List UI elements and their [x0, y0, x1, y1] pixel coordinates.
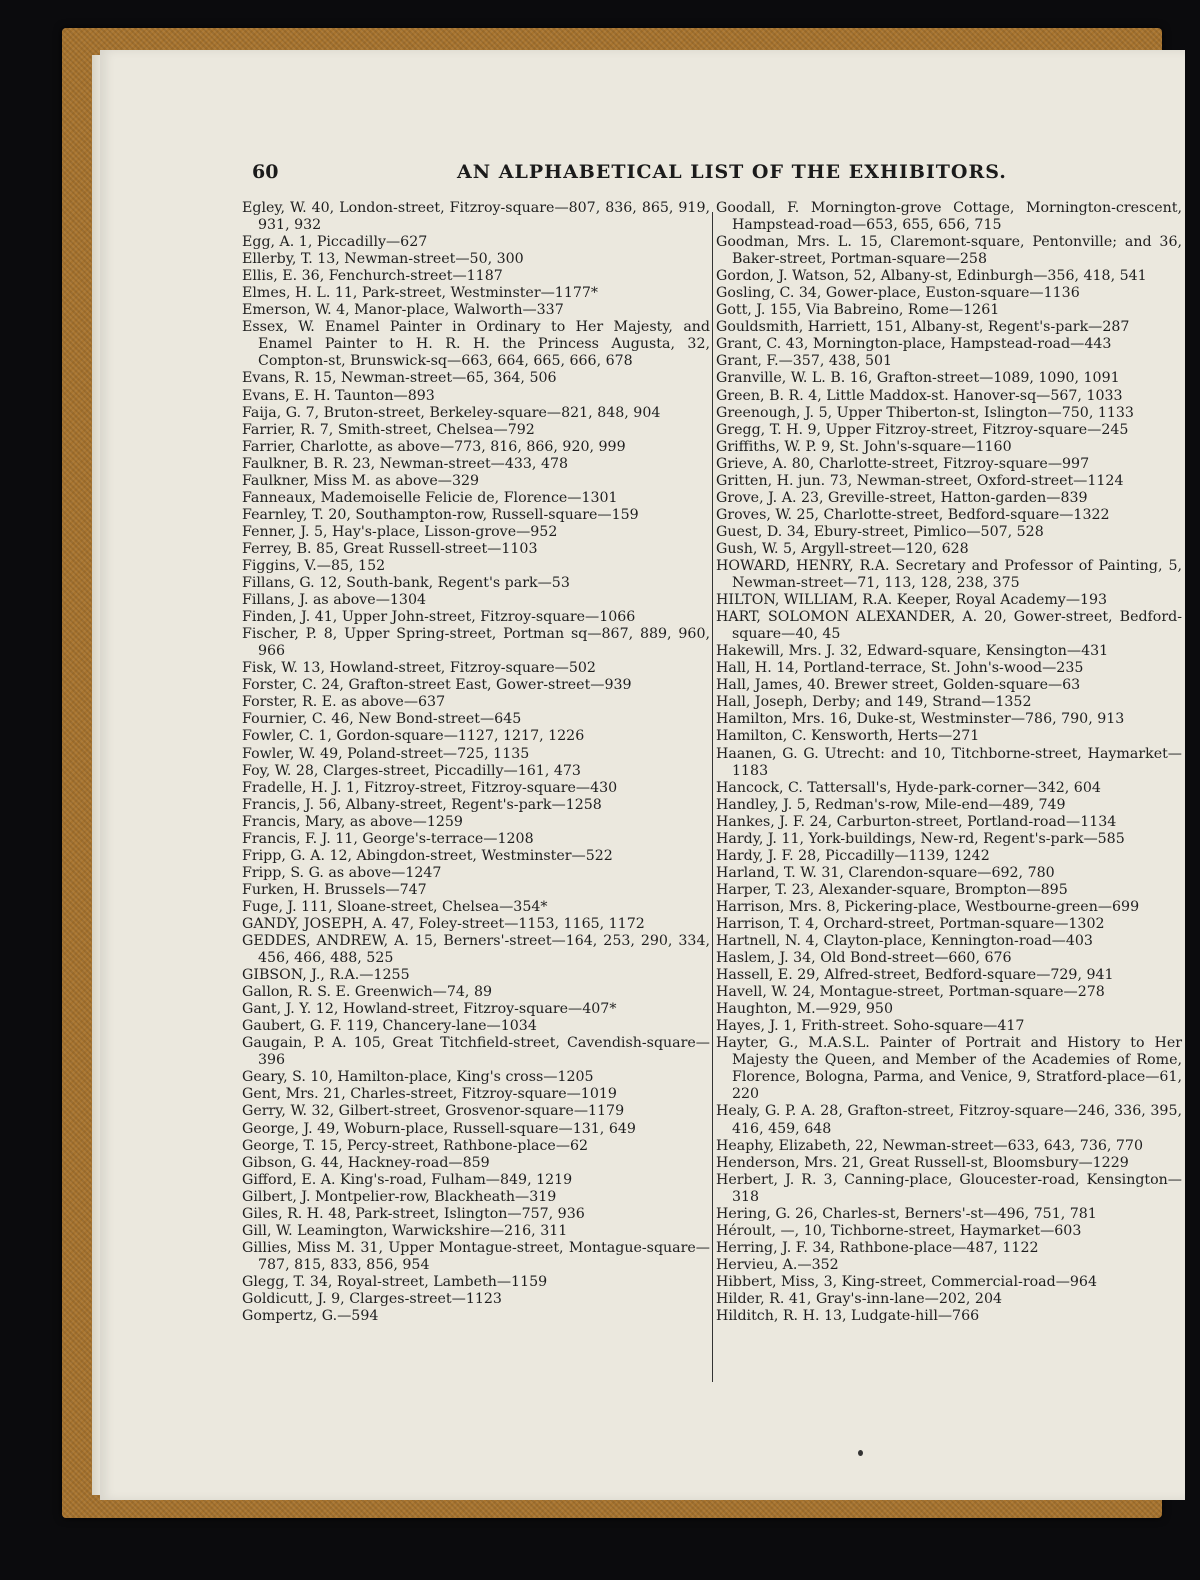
- exhibitor-entry: Hibbert, Miss, 3, King-street, Commercial-road—964: [716, 1273, 1097, 1290]
- exhibitor-entry: Egg, A. 1, Piccadilly—627: [242, 234, 428, 251]
- exhibitor-entry: GEDDES, ANDREW, A. 15, Berners'-street—164, 253, 290, 334, 456, 466, 488, 525: [242, 933, 710, 967]
- exhibitor-entry: Herbert, J. R. 3, Canning-place, Gloucester-road, Kensington—318: [716, 1171, 1182, 1205]
- exhibitor-entry: George, J. 49, Woburn-place, Russell-square—131, 649: [242, 1120, 636, 1137]
- exhibitor-entry: Herring, J. F. 34, Rathbone-place—487, 1122: [716, 1239, 1039, 1256]
- exhibitor-entry: Farrier, Charlotte, as above—773, 816, 866, 920, 999: [242, 438, 626, 455]
- exhibitor-entry: Hakewill, Mrs. J. 32, Edward-square, Kensington—431: [716, 643, 1109, 660]
- exhibitor-entry: Gompertz, G.—594: [242, 1308, 379, 1325]
- exhibitor-entry: Figgins, V.—85, 152: [242, 557, 386, 574]
- exhibitor-entry: Ellerby, T. 13, Newman-street—50, 300: [242, 251, 524, 268]
- exhibitor-entry: Hassell, E. 29, Alfred-street, Bedford-square—729, 941: [716, 967, 1114, 984]
- exhibitor-entry: GANDY, JOSEPH, A. 47, Foley-street—1153, 1165, 1172: [242, 915, 645, 932]
- exhibitor-entry: Faulkner, B. R. 23, Newman-street—433, 478: [242, 455, 569, 472]
- exhibitor-entry: Ferrey, B. 85, Great Russell-street—1103: [242, 540, 538, 557]
- exhibitor-entry: Havell, W. 24, Montague-street, Portman-square—278: [716, 984, 1105, 1001]
- exhibitor-entry: Guest, D. 34, Ebury-street, Pimlico—507, 528: [716, 523, 1044, 540]
- exhibitor-entry: Forster, C. 24, Grafton-street East, Gower-street—939: [242, 677, 632, 694]
- running-title: AN ALPHABETICAL LIST OF THE EXHIBITORS.: [457, 161, 1007, 183]
- exhibitor-entry: Grove, J. A. 23, Greville-street, Hatton-garden—839: [716, 489, 1088, 506]
- exhibitor-entry: Gaugain, P. A. 105, Great Titchfield-street, Cavendish-square—396: [242, 1035, 710, 1069]
- exhibitor-entry: Granville, W. L. B. 16, Grafton-street—1089, 1090, 1091: [716, 370, 1120, 387]
- exhibitor-entry: Gifford, E. A. King's-road, Fulham—849, 1219: [242, 1171, 573, 1188]
- exhibitor-entry: Green, B. R. 4, Little Maddox-st. Hanover-sq—567, 1033: [716, 387, 1123, 404]
- exhibitor-entry: Gott, J. 155, Via Babreino, Rome—1261: [716, 302, 1000, 319]
- exhibitor-entry: Finden, J. 41, Upper John-street, Fitzroy-square—1066: [242, 609, 636, 626]
- exhibitor-entry: Fenner, J. 5, Hay's-place, Lisson-grove—952: [242, 523, 558, 540]
- exhibitor-entry: Groves, W. 25, Charlotte-street, Bedford-square—1322: [716, 506, 1110, 523]
- exhibitor-entry: Fowler, C. 1, Gordon-square—1127, 1217, 1226: [242, 728, 585, 745]
- exhibitor-entry: Grant, F.—357, 438, 501: [716, 353, 893, 370]
- exhibitor-entry: Francis, J. 56, Albany-street, Regent's-park—1258: [242, 796, 602, 813]
- exhibitor-entry: Farrier, R. 7, Smith-street, Chelsea—792: [242, 421, 535, 438]
- exhibitor-entry: Fripp, G. A. 12, Abingdon-street, Westminster—522: [242, 847, 613, 864]
- exhibitor-entry: Furken, H. Brussels—747: [242, 881, 427, 898]
- exhibitor-entry: Francis, F. J. 11, George's-terrace—1208: [242, 830, 534, 847]
- exhibitor-entry: HOWARD, HENRY, R.A. Secretary and Professor of Painting, 5, Newman-street—71, 113, 128, 238, 375: [716, 557, 1182, 592]
- exhibitor-entry: Gerry, W. 32, Gilbert-street, Grosvenor-square—1179: [242, 1103, 625, 1120]
- exhibitor-entry: Hall, Joseph, Derby; and 149, Strand—1352: [716, 694, 1032, 711]
- exhibitor-entry: Fearnley, T. 20, Southampton-row, Russell-square—159: [242, 506, 639, 523]
- right-column: [716, 200, 1182, 1325]
- exhibitor-entry: Foy, W. 28, Clarges-street, Piccadilly—161, 473: [242, 762, 581, 779]
- exhibitor-entry: Goodall, F. Mornington-grove Cottage, Mornington-crescent, Hampstead-road—653, 655, 656, 715: [716, 200, 1182, 234]
- exhibitor-entry: Geary, S. 10, Hamilton-place, King's cross—1205: [242, 1069, 594, 1086]
- ink-dot: [858, 1450, 863, 1456]
- exhibitor-entry: Fillans, G. 12, South-bank, Regent's park—53: [242, 575, 570, 592]
- exhibitor-entry: Gant, J. Y. 12, Howland-street, Fitzroy-square—407*: [242, 1001, 617, 1018]
- exhibitor-entry: HART, SOLOMON ALEXANDER, A. 20, Gower-street, Bedford-square—40, 45: [716, 609, 1182, 643]
- exhibitor-entry: Francis, Mary, as above—1259: [242, 813, 463, 830]
- left-column: [242, 200, 710, 1325]
- exhibitor-entry: Gaubert, G. F. 119, Chancery-lane—1034: [242, 1018, 537, 1035]
- exhibitor-entry: Haughton, M.—929, 950: [716, 1001, 893, 1018]
- exhibitor-entry: Gallon, R. S. E. Greenwich—74, 89: [242, 984, 492, 1001]
- exhibitor-entry: Fradelle, H. J. 1, Fitzroy-street, Fitzroy-square—430: [242, 779, 618, 796]
- exhibitor-entry: Harrison, Mrs. 8, Pickering-place, Westbourne-green—699: [716, 898, 1140, 915]
- exhibitor-entry: Hartnell, N. 4, Clayton-place, Kennington-road—403: [716, 933, 1093, 950]
- exhibitor-entry: Gent, Mrs. 21, Charles-street, Fitzroy-square—1019: [242, 1086, 617, 1103]
- exhibitor-entry: Faulkner, Miss M. as above—329: [242, 472, 480, 489]
- exhibitor-entry: Fournier, C. 46, New Bond-street—645: [242, 711, 522, 728]
- exhibitor-entry: Evans, E. H. Taunton—893: [242, 387, 435, 404]
- exhibitor-entry: Gordon, J. Watson, 52, Albany-st, Edinburgh—356, 418, 541: [716, 268, 1147, 285]
- exhibitor-entry: Fripp, S. G. as above—1247: [242, 864, 442, 881]
- exhibitor-entry: Emerson, W. 4, Manor-place, Walworth—337: [242, 302, 564, 319]
- page-number: 60: [252, 161, 279, 183]
- exhibitor-entry: Evans, R. 15, Newman-street—65, 364, 506: [242, 370, 557, 387]
- exhibitor-entry: Hilder, R. 41, Gray's-inn-lane—202, 204: [716, 1291, 1003, 1307]
- exhibitor-entry: Haanen, G. G. Utrecht: and 10, Titchborne-street, Haymarket—1183: [716, 745, 1182, 779]
- exhibitor-entry: Goodman, Mrs. L. 15, Claremont-square, Pentonville; and 36, Baker-street, Portman-square—258: [716, 234, 1182, 268]
- column-divider: [712, 212, 713, 1382]
- exhibitor-entry: Hayter, G., M.A.S.L. Painter of Portrait and History to Her Majesty the Queen, and Member of the Academies of Rome, Florence, Bologna, Parma, and Venice, 9, Stratford-place—61, 220: [716, 1035, 1182, 1103]
- exhibitor-entry: Gilbert, J. Montpelier-row, Blackheath—319: [242, 1188, 557, 1205]
- exhibitor-entry: HILTON, WILLIAM, R.A. Keeper, Royal Academy—193: [716, 592, 1108, 609]
- exhibitor-entry: Grieve, A. 80, Charlotte-street, Fitzroy-square—997: [716, 455, 1090, 472]
- exhibitor-entry: Forster, R. E. as above—637: [242, 694, 446, 711]
- exhibitor-entry: Harland, T. W. 31, Clarendon-square—692, 780: [716, 864, 1055, 881]
- exhibitor-entry: Gregg, T. H. 9, Upper Fitzroy-street, Fitzroy-square—245: [716, 421, 1129, 438]
- exhibitor-entry: Ellis, E. 36, Fenchurch-street—1187: [242, 268, 503, 285]
- exhibitor-entry: Fillans, J. as above—1304: [242, 592, 426, 609]
- exhibitor-entry: Hamilton, Mrs. 16, Duke-st, Westminster—786, 790, 913: [716, 711, 1125, 728]
- exhibitor-entry: Glegg, T. 34, Royal-street, Lambeth—1159: [242, 1273, 548, 1290]
- exhibitor-entry: Faija, G. 7, Bruton-street, Berkeley-square—821, 848, 904: [242, 404, 661, 421]
- exhibitor-entry: Fischer, P. 8, Upper Spring-street, Portman sq—867, 889, 960, 966: [242, 626, 710, 660]
- exhibitor-entry: Elmes, H. L. 11, Park-street, Westminster—1177*: [242, 285, 598, 302]
- exhibitor-entry: George, T. 15, Percy-street, Rathbone-place—62: [242, 1137, 589, 1154]
- exhibitor-entry: GIBSON, J., R.A.—1255: [242, 967, 410, 984]
- exhibitor-entry: Hilditch, R. H. 13, Ludgate-hill—766: [716, 1308, 980, 1325]
- exhibitor-entry: Hancock, C. Tattersall's, Hyde-park-corner—342, 604: [716, 779, 1101, 796]
- exhibitor-entry: Fowler, W. 49, Poland-street—725, 1135: [242, 745, 530, 762]
- exhibitor-entry: Haslem, J. 34, Old Bond-street—660, 676: [716, 950, 1012, 967]
- exhibitor-entry: Gritten, H. jun. 73, Newman-street, Oxford-street—1124: [716, 472, 1124, 489]
- exhibitor-entry: Henderson, Mrs. 21, Great Russell-st, Bloomsbury—1229: [716, 1154, 1129, 1171]
- exhibitor-entry: Hayes, J. 1, Frith-street. Soho-square—417: [716, 1018, 1025, 1035]
- exhibitor-entry: Handley, J. 5, Redman's-row, Mile-end—489, 749: [716, 796, 1066, 813]
- exhibitor-entry: Healy, G. P. A. 28, Grafton-street, Fitzroy-square—246, 336, 395, 416, 459, 648: [716, 1103, 1182, 1137]
- exhibitor-entry: Giles, R. H. 48, Park-street, Islington—757, 936: [242, 1205, 585, 1222]
- exhibitor-entry: Griffiths, W. P. 9, St. John's-square—1160: [716, 438, 1012, 455]
- exhibitor-entry: Fanneaux, Mademoiselle Felicie de, Florence—1301: [242, 489, 618, 506]
- exhibitor-entry: Hall, H. 14, Portland-terrace, St. John's-wood—235: [716, 660, 1084, 677]
- exhibitor-entry: Fisk, W. 13, Howland-street, Fitzroy-square—502: [242, 660, 596, 677]
- exhibitor-entry: Gill, W. Leamington, Warwickshire—216, 311: [242, 1222, 568, 1239]
- exhibitor-entry: Essex, W. Enamel Painter in Ordinary to Her Majesty, and Enamel Painter to H. R. H. the Princess Augusta, 32, Compton-st, Brunswick-sq—663, 664, 665, 666, 678: [242, 319, 710, 370]
- exhibitor-entry: Egley, W. 40, London-street, Fitzroy-square—807, 836, 865, 919, 931, 932: [242, 200, 710, 234]
- exhibitor-entry: Héroult, —, 10, Tichborne-street, Haymarket—603: [716, 1222, 1082, 1239]
- exhibitor-entry: Fuge, J. 111, Sloane-street, Chelsea—354*: [242, 898, 548, 915]
- exhibitor-entry: Grant, C. 43, Mornington-place, Hampstead-road—443: [716, 336, 1112, 353]
- exhibitor-entry: Harper, T. 23, Alexander-square, Brompton—895: [716, 881, 1068, 898]
- exhibitor-entry: Hervieu, A.—352: [716, 1256, 839, 1273]
- exhibitor-entry: Gush, W. 5, Argyll-street—120, 628: [716, 540, 969, 557]
- page-header: [252, 161, 1007, 189]
- exhibitor-entry: Gouldsmith, Harriett, 151, Albany-st, Regent's-park—287: [716, 319, 1130, 336]
- exhibitor-entry: Gillies, Miss M. 31, Upper Montague-street, Montague-square—787, 815, 833, 856, 954: [242, 1239, 710, 1273]
- exhibitor-entry: Hardy, J. F. 28, Piccadilly—1139, 1242: [716, 847, 990, 864]
- exhibitor-entry: Hall, James, 40. Brewer street, Golden-square—63: [716, 677, 1081, 694]
- exhibitor-entry: Harrison, T. 4, Orchard-street, Portman-square—1302: [716, 915, 1105, 932]
- exhibitor-entry: Hamilton, C. Kensworth, Herts—271: [716, 728, 980, 745]
- exhibitor-entry: Heaphy, Elizabeth, 22, Newman-street—633, 643, 736, 770: [716, 1137, 1143, 1154]
- exhibitor-entry: Gibson, G. 44, Hackney-road—859: [242, 1154, 490, 1171]
- exhibitor-entry: Hering, G. 26, Charles-st, Berners'-st—496, 751, 781: [716, 1205, 1097, 1222]
- exhibitor-entry: Greenough, J. 5, Upper Thiberton-st, Islington—750, 1133: [716, 404, 1134, 421]
- exhibitor-entry: Hardy, J. 11, York-buildings, New-rd, Regent's-park—585: [716, 830, 1125, 847]
- exhibitor-entry: Gosling, C. 34, Gower-place, Euston-square—1136: [716, 285, 1080, 302]
- exhibitor-entry: Hankes, J. F. 24, Carburton-street, Portland-road—1134: [716, 813, 1117, 830]
- exhibitor-entry: Goldicutt, J. 9, Clarges-street—1123: [242, 1291, 502, 1307]
